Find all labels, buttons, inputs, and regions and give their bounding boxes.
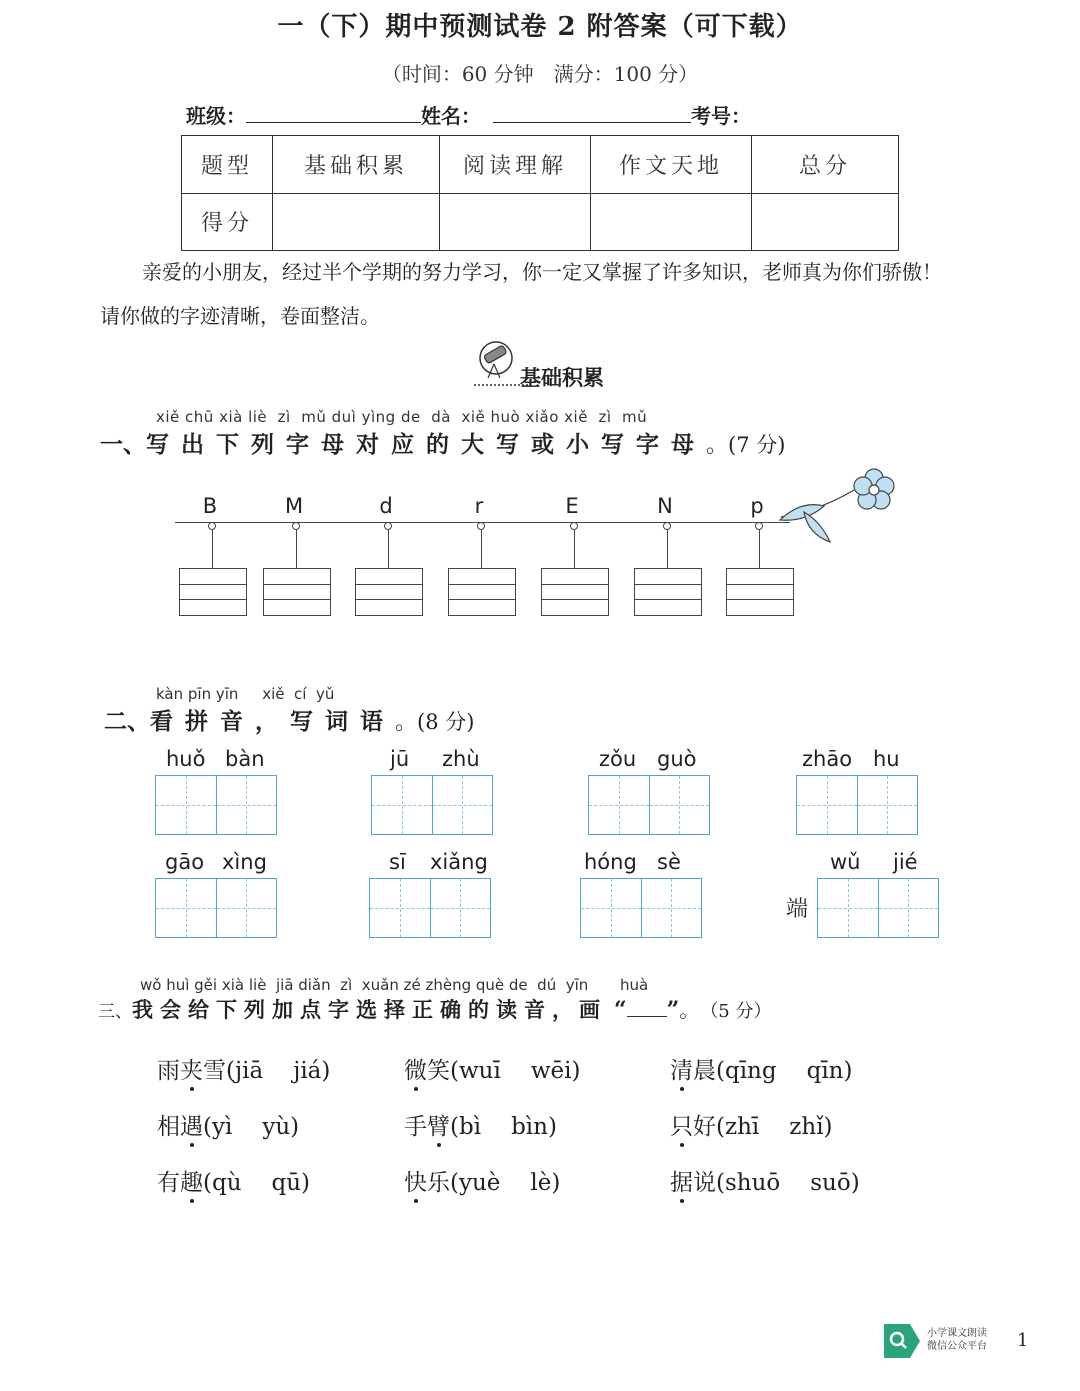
q3-comma: ， [552,997,573,1022]
q3-dotted-char: 遇 [180,1108,203,1141]
q2-writing-grid[interactable] [155,775,277,835]
q3-option[interactable]: (yì [203,1114,233,1140]
platform-logo-icon [880,1322,922,1360]
q3-dotted-char: 清 [670,1052,693,1085]
q3-option[interactable]: zhǐ) [789,1114,833,1140]
q3-dotted-char: 只 [670,1108,693,1141]
q3-dotted-char: 趣 [180,1164,203,1197]
score-table-score-row [182,193,899,251]
score-cell[interactable] [273,193,440,251]
q1-letter: M [284,494,304,518]
q3-item [670,1108,833,1141]
q1-answer-box[interactable] [448,568,516,616]
q1-answer-box-line [264,584,330,585]
q2-word-pinyin: guò [657,747,697,771]
page-number: 1 [1017,1330,1029,1351]
q2-grid-cell[interactable] [156,776,217,834]
q2-grid-cell[interactable] [431,879,491,937]
q1-letter: N [657,494,673,518]
score-cell[interactable] [752,193,899,251]
q2-word-pinyin: zǒu [599,747,637,771]
q3-option[interactable]: wēi) [530,1058,581,1084]
q1-letter: E [565,494,579,518]
q1-letter-dot [570,522,578,530]
q2-writing-grid[interactable] [588,775,710,835]
q1-letter-dot [292,522,300,530]
score-header-cell: 总分 [752,136,899,194]
q3-option[interactable]: (shuō [716,1170,781,1196]
q3-option[interactable]: (yuè [450,1170,501,1196]
platform-line: 微信公众平台 [927,1341,987,1352]
q3-option[interactable]: qū) [271,1170,311,1196]
q2-word-pinyin: wǔ [830,850,861,874]
q2-word-pinyin: jié [893,850,918,874]
exam-meta: （时间：60 分钟 满分：100 分） [381,62,699,86]
q2-word-pinyin: hu [873,747,900,771]
q2-word-pinyin: bàn [225,747,265,771]
q3-item [404,1164,560,1197]
q3-option[interactable]: (zhī [716,1114,760,1140]
class-field[interactable] [246,102,421,123]
q1-answer-box-line [180,584,246,585]
q3-item [404,1052,580,1085]
q1-number: 一、 [100,431,146,458]
q1-letter: r [474,494,484,518]
q3-period: 。 [679,998,700,1022]
q2-word-pinyin: zhāo [802,747,853,771]
q2-pinyin: kàn pīn yīn xiě cí yǔ [156,685,335,703]
q2-grid-cell[interactable] [581,879,642,937]
q1-answer-box-line [356,599,422,600]
q3-option[interactable]: yù) [262,1114,300,1140]
q1-letter-stem [212,530,213,568]
q3-dotted-char: 夹 [180,1052,203,1085]
q2-text-1: 看拼音 [150,708,255,735]
score-cell[interactable] [591,193,752,251]
q2-word-pinyin: zhù [442,747,480,771]
q3-item [670,1164,860,1197]
intro-text [100,250,1000,338]
q3-text: 我会给下列加点字选择正确的读音 [132,997,552,1022]
q3-option[interactable]: (wuī [450,1058,501,1084]
score-table-header-row [182,136,899,194]
q3-number: 三、 [98,1002,132,1022]
q3-char: 晨 [693,1058,716,1084]
q1-text: 写出下列字母对应的大写或小写字母 [146,431,706,458]
q2-grid-cell[interactable] [818,879,879,937]
q3-char: 雨 [157,1058,180,1084]
q2-word-pinyin: huǒ [166,747,206,771]
q3-char: 乐 [427,1170,450,1196]
q1-answer-box-line [542,584,608,585]
q1-answer-box-line [449,584,515,585]
q1-answer-box[interactable] [541,568,609,616]
q3-char: 相 [157,1114,180,1140]
q3-char: 说 [693,1170,716,1196]
q1-answer-box-line [264,599,330,600]
q2-word-prefix: 端 [786,897,809,922]
q1-answer-box-line [727,584,793,585]
flower-icon [776,462,901,547]
score-header-cell: 作文天地 [591,136,752,194]
q1-answer-box[interactable] [634,568,702,616]
q3-draw: 画 [579,997,600,1022]
q1-letter-dot [208,522,216,530]
q3-dotted-char: 据 [670,1164,693,1197]
q2-writing-grid[interactable] [369,878,491,938]
q3-item [404,1108,557,1141]
q1-pinyin: xiě chū xià liè zì mǔ duì yìng de dà xiě huò xiǎo xiě zì mǔ [156,408,648,426]
score-row-label: 得分 [182,193,273,251]
intro-line: 亲爱的小朋友，经过半个学期的努力学习，你一定又掌握了许多知识，老师真为你们骄傲！ [142,260,942,284]
q3-blank-line [627,1016,667,1017]
q3-dotted-char: 微 [404,1052,427,1085]
q1-period: 。 [706,433,729,458]
q3-item [157,1108,299,1141]
score-header-cell: 题型 [182,136,273,194]
q2-word-pinyin: hóng [584,850,637,874]
q1-letter-stem [667,530,668,568]
q2-text-2: 写词语 [290,708,395,735]
q1-answer-box-line [727,599,793,600]
q3-option[interactable]: qīn) [806,1058,853,1084]
q3-item [157,1164,310,1197]
q3-quote-close: ” [666,997,680,1023]
name-field[interactable] [493,102,691,123]
q1-letter: d [379,494,393,518]
score-table [181,135,899,251]
q3-char: 好 [693,1114,716,1140]
q2-comma: ， [255,708,290,735]
q1-answer-box-line [542,599,608,600]
q2-word-pinyin: sè [657,850,681,874]
q1-letter-stem [759,530,760,568]
q3-option[interactable]: suō) [810,1170,860,1196]
q2-writing-grid[interactable] [580,878,702,938]
q1-letter: B [202,494,218,518]
name-label: 姓名： [421,104,481,128]
q2-grid-cell[interactable] [642,879,702,937]
q3-option[interactable]: (qīng [716,1058,777,1084]
q2-word-pinyin: sī [389,850,406,874]
q3-option[interactable]: (bì [450,1114,482,1140]
q1-answer-box[interactable] [179,568,247,616]
q3-pinyin: wǒ huì gěi xià liè jiā diǎn zì xuǎn zé zhèng què de dú yīn [140,976,589,994]
q3-char: 手 [404,1114,427,1140]
q2-grid-cell[interactable] [217,776,277,834]
score-cell[interactable] [440,193,591,251]
q3-item [670,1052,852,1085]
q1-letter-dot [663,522,671,530]
q2-grid-cell[interactable] [797,776,858,834]
q1-letter-dot [477,522,485,530]
q2-number: 二、 [104,708,150,735]
q3-item [157,1052,330,1085]
q2-grid-cell[interactable] [370,879,431,937]
q1-answer-box-line [635,584,701,585]
q2-writing-grid[interactable] [155,878,277,938]
q1-answer-box[interactable] [263,568,331,616]
q3-quote-open: “ [614,997,627,1023]
exam-no-label: 考号： [691,104,751,128]
q1-answer-box-line [356,584,422,585]
q3-option[interactable]: (qù [203,1170,242,1196]
q2-grid-cell[interactable] [156,879,217,937]
q2-word-pinyin: xìng [222,850,267,874]
q2-grid-cell[interactable] [217,879,277,937]
q1-letter: p [750,494,764,518]
q2-writing-grid[interactable] [796,775,918,835]
q3-option[interactable]: lè) [530,1170,561,1196]
q1-heading [100,426,785,459]
q3-char: 雪 [203,1058,226,1084]
q2-grid-cell[interactable] [879,879,939,937]
intro-line: 请你做的字迹清晰，卷面整洁。 [100,304,380,328]
q3-dotted-char: 快 [404,1164,427,1197]
q2-writing-grid[interactable] [371,775,493,835]
q2-word-pinyin: jū [390,747,410,771]
q3-pinyin-2: huà [620,976,649,994]
q1-letter-stem [574,530,575,568]
q3-option[interactable]: jiá) [293,1058,331,1084]
score-header-cell: 基础积累 [273,136,440,194]
q2-period: 。 [395,710,418,735]
q2-heading [104,703,474,736]
q3-heading [98,994,772,1024]
q2-word-pinyin: xiǎng [430,850,488,874]
q3-option[interactable]: (jiā [226,1058,264,1084]
q1-answer-box[interactable] [726,568,794,616]
q2-word-pinyin: gāo [165,850,205,874]
platform-name [927,1327,987,1353]
student-info-row [186,100,751,129]
q2-grid-cell[interactable] [433,776,493,834]
q3-dotted-char: 臂 [427,1108,450,1141]
q3-char: 笑 [427,1058,450,1084]
q2-grid-cell[interactable] [372,776,433,834]
platform-line: 小学课文朗读 [927,1328,987,1339]
q1-answer-box-line [635,599,701,600]
page-title: 一（下）期中预测试卷 2 附答案（可下载） [277,12,803,42]
q2-grid-cell[interactable] [650,776,710,834]
q3-char: 有 [157,1170,180,1196]
q1-letter-dot [384,522,392,530]
q1-letter-stem [296,530,297,568]
q2-score: (8 分) [417,710,475,734]
q2-grid-cell[interactable] [589,776,650,834]
q1-letter-stem [388,530,389,568]
q1-letter-stem [481,530,482,568]
q2-writing-grid[interactable] [817,878,939,938]
class-label: 班级： [186,104,246,128]
q3-option[interactable]: bìn) [511,1114,557,1140]
q1-answer-box-line [449,599,515,600]
q3-score: （5 分） [709,1001,772,1022]
q1-score: (7 分) [728,433,786,457]
q2-grid-cell[interactable] [858,776,918,834]
q1-letter-dot [755,522,763,530]
section-title: 基础积累 [520,366,604,390]
q1-answer-box[interactable] [355,568,423,616]
score-header-cell: 阅读理解 [440,136,591,194]
q1-answer-box-line [180,599,246,600]
